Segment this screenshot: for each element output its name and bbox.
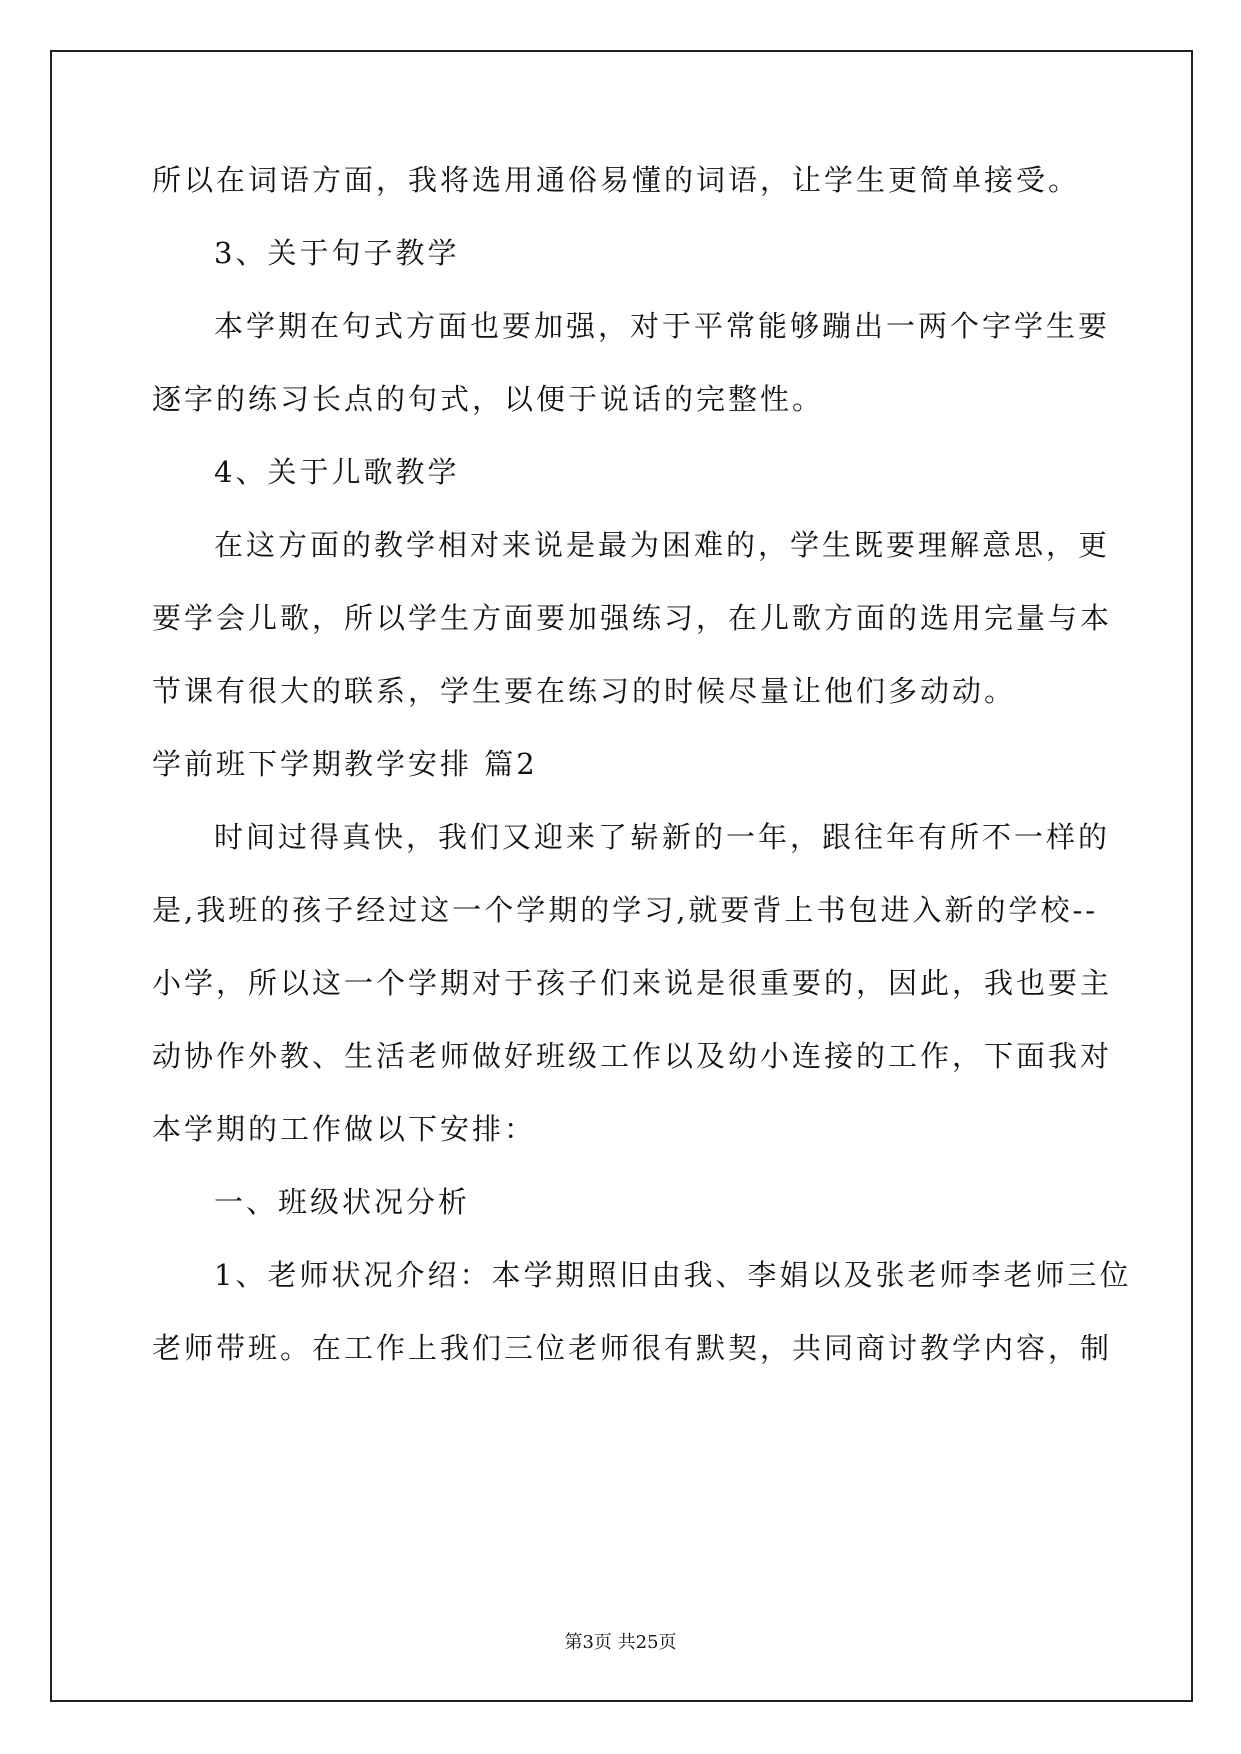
paragraph-line: 小学，所以这一个学期对于孩子们来说是很重要的，因此，我也要主 <box>152 966 1113 1000</box>
paragraph-line: 逐字的练习长点的句式，以便于说话的完整性。 <box>152 382 825 416</box>
paragraph-line: 1、老师状况介绍：本学期照旧由我、李娟以及张老师李老师三位 <box>214 1258 1132 1292</box>
paragraph-line: 老师带班。在工作上我们三位老师很有默契，共同商讨教学内容，制 <box>152 1331 1113 1365</box>
paragraph-line: 在这方面的教学相对来说是最为困难的，学生既要理解意思，更 <box>214 528 1111 562</box>
paragraph-line: 要学会儿歌，所以学生方面要加强练习，在儿歌方面的选用完量与本 <box>152 601 1113 635</box>
page-number-footer: 第3页 共25页 <box>564 1632 677 1653</box>
paragraph-line: 所以在词语方面，我将选用通俗易懂的词语，让学生更简单接受。 <box>152 163 1081 197</box>
paragraph-line: 节课有很大的联系，学生要在练习的时候尽量让他们多动动。 <box>152 674 1017 708</box>
paragraph-line: 本学期在句式方面也要加强，对于平常能够蹦出一两个字学生要 <box>214 309 1111 343</box>
paragraph-line: 是,我班的孩子经过这一个学期的学习,就要背上书包进入新的学校-- <box>152 893 1099 927</box>
article-title: 学前班下学期教学安排 篇2 <box>152 747 538 781</box>
section-heading: 4、关于儿歌教学 <box>214 455 460 489</box>
paragraph-line: 本学期的工作做以下安排： <box>152 1112 537 1146</box>
section-heading: 3、关于句子教学 <box>214 236 460 270</box>
paragraph-line: 时间过得真快，我们又迎来了崭新的一年，跟往年有所不一样的 <box>214 820 1111 854</box>
section-heading: 一、班级状况分析 <box>214 1185 471 1219</box>
page-border <box>50 50 1193 1702</box>
paragraph-line: 动协作外教、生活老师做好班级工作以及幼小连接的工作，下面我对 <box>152 1039 1113 1073</box>
